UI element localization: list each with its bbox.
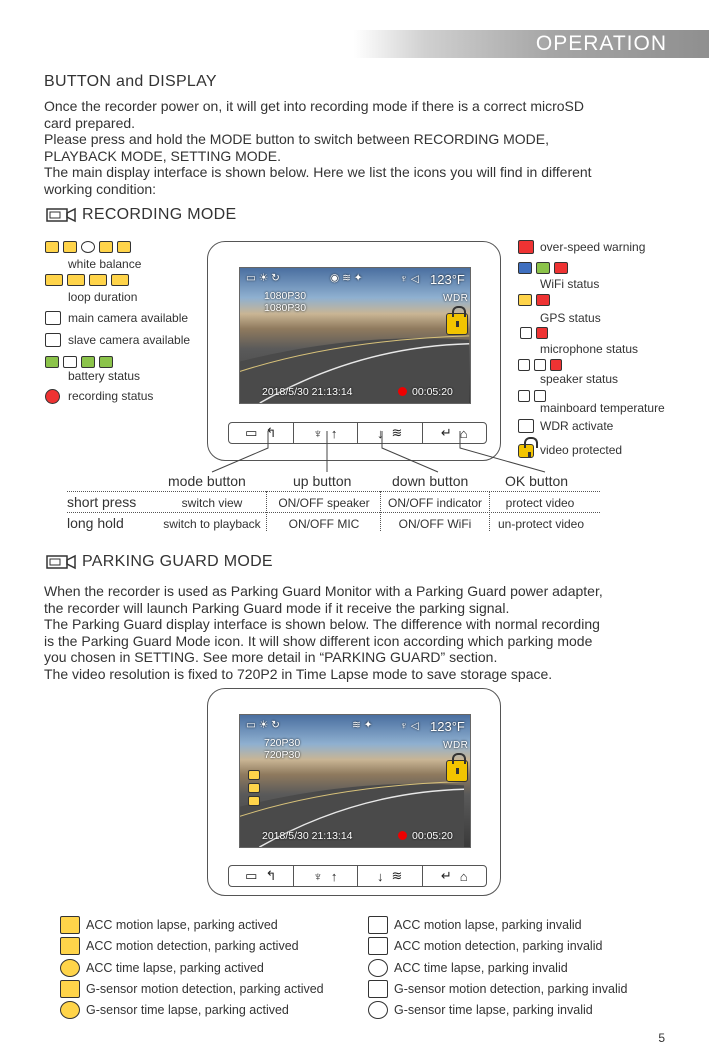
mode-arrow-icon: ↰ <box>265 868 277 883</box>
wb-auto-icon <box>45 241 59 253</box>
rec-indicator-icon <box>398 387 407 396</box>
rec-timer-value: 00:05:20 <box>412 386 453 398</box>
row-label-short-press: short press <box>67 494 137 510</box>
lock-icon <box>446 760 468 782</box>
up-button-label: up button <box>293 473 352 489</box>
battery-empty-icon <box>63 356 77 368</box>
parking-legend-label: G-sensor motion detection, parking actived <box>86 982 324 996</box>
header-bar <box>354 30 709 58</box>
header-title: OPERATION <box>535 32 667 55</box>
over-speed-icon <box>518 240 534 254</box>
acc-motion-detection-invalid-icon <box>368 937 388 955</box>
parking-legend-label: ACC motion detection, parking actived <box>86 939 299 953</box>
mode-icon: ▭ <box>245 425 258 440</box>
parking-line: the recorder will launch Parking Guard mode if it receive the parking signal. <box>44 599 510 616</box>
battery-half-icon <box>81 356 95 368</box>
parking-legend-label: G-sensor motion detection, parking invalid <box>394 982 628 996</box>
parking-legend-label: ACC time lapse, parking actived <box>86 961 264 975</box>
main-camera-icon <box>45 311 61 325</box>
lock-icon <box>446 313 468 335</box>
osd-top-icons: ▭ ☀ ↻ <box>246 719 280 731</box>
page-number: 5 <box>658 1031 665 1045</box>
intro-line: card prepared. <box>44 114 136 131</box>
microphone-status-label: microphone status <box>540 342 639 356</box>
parking-legend-item <box>60 959 264 977</box>
device-button-bar <box>228 865 487 887</box>
mainboard-temperature-label: mainboard temperature <box>540 401 665 415</box>
intro-paragraph <box>44 98 684 197</box>
wdr-icon <box>518 419 534 433</box>
recording-mode-title: RECORDING MODE <box>82 206 237 223</box>
camera-screen <box>239 714 471 848</box>
row-label-long-hold: long hold <box>67 515 124 531</box>
down-button[interactable] <box>358 423 423 443</box>
intro-line: PLAYBACK MODE, SETTING MODE. <box>44 147 282 164</box>
wifi-error-icon <box>554 262 568 274</box>
wb-cloud-icon <box>81 241 95 253</box>
up-arrow-icon: ↑ <box>330 868 338 884</box>
loop-duration-icons <box>45 274 129 286</box>
speaker-mute-icon <box>550 359 562 371</box>
rec-indicator-icon <box>398 831 407 840</box>
battery-full-icon <box>99 356 113 368</box>
parking-line: is the Parking Guard Mode icon. It will show different icon according which parking mode <box>44 632 593 649</box>
parking-line: The Parking Guard display interface is shown below. The difference with normal recording <box>44 616 600 632</box>
mode-button-label: mode button <box>168 473 246 489</box>
speaker-low-icon <box>534 359 546 371</box>
mode-icon: ▭ <box>245 868 258 883</box>
parking-lapse-icon <box>248 770 260 780</box>
gps-status-label: GPS status <box>540 311 601 325</box>
mode-button[interactable] <box>229 866 294 886</box>
temperature-readout: 123°F <box>430 719 465 734</box>
enter-icon: ↵ <box>440 425 452 440</box>
temperature-readout: 123°F <box>430 272 465 287</box>
table-cell: switch view <box>181 496 243 510</box>
white-balance-icons <box>45 241 131 253</box>
wifi-icon: ≋ <box>391 425 403 440</box>
wifi-off-icon <box>518 262 532 274</box>
down-button-label: down button <box>392 473 469 489</box>
video-protected-icon <box>518 444 534 458</box>
osd-center-icons: ≋ ✦ <box>352 719 373 731</box>
table-cell: ON/OFF MIC <box>288 517 360 531</box>
up-arrow-icon: ↑ <box>330 425 338 441</box>
mic-speaker-osd-icons: ♆ ◁ <box>400 720 419 732</box>
parking-legend-label: ACC motion lapse, parking invalid <box>394 918 582 932</box>
mode-button[interactable] <box>229 423 294 443</box>
speaker-status-label: speaker status <box>540 372 619 386</box>
rec-timer <box>398 386 453 398</box>
battery-status-label: battery status <box>68 369 141 383</box>
parking-legend-item <box>368 1001 593 1019</box>
rec-timer-value: 00:05:20 <box>412 830 453 842</box>
parking-line: When the recorder is used as Parking Guard Monitor with a Parking Guard power adapter, <box>44 583 603 599</box>
microphone-status-icons <box>520 327 548 339</box>
speaker-high-icon <box>518 359 530 371</box>
mic-off-icon <box>536 327 548 339</box>
wdr-indicator: WDR <box>443 293 469 304</box>
loop-5-icon <box>89 274 107 286</box>
parking-time-icon <box>248 783 260 793</box>
table-cell: ON/OFF speaker <box>278 496 370 510</box>
video-camera-icon <box>46 207 76 223</box>
gsensor-motion-detection-invalid-icon <box>368 980 388 998</box>
white-balance-label: white balance <box>68 257 142 271</box>
rec-timer <box>398 830 453 842</box>
parking-legend-item <box>368 916 582 934</box>
down-arrow-icon: ↓ <box>377 425 384 441</box>
parking-paragraph <box>44 583 684 682</box>
parking-legend-label: ACC time lapse, parking invalid <box>394 961 568 975</box>
table-divider <box>67 491 600 492</box>
down-button[interactable] <box>358 866 423 886</box>
ok-button[interactable] <box>423 866 487 886</box>
over-speed-label: over-speed warning <box>540 240 646 254</box>
acc-time-lapse-active-icon <box>60 959 80 977</box>
main-camera-label: main camera available <box>68 311 189 325</box>
device-button-bar <box>228 422 487 444</box>
ok-button[interactable] <box>423 423 487 443</box>
intro-line: working condition: <box>44 180 157 197</box>
wdr-indicator: WDR <box>443 740 469 751</box>
wifi-status-icons <box>518 262 568 274</box>
wb-fluorescent-icon <box>117 241 131 253</box>
dashcam-device-recording <box>207 241 501 461</box>
recording-status-label: recording status <box>68 389 154 403</box>
acc-time-lapse-invalid-icon <box>368 959 388 977</box>
parking-legend-label: ACC motion lapse, parking actived <box>86 918 278 932</box>
parking-detect-icon <box>248 796 260 806</box>
table-cell: ON/OFF indicator <box>387 496 483 510</box>
acc-motion-lapse-invalid-icon <box>368 916 388 934</box>
table-cell: switch to playback <box>163 517 261 531</box>
lock-small-icon: ⌂ <box>459 868 468 884</box>
wb-sun-icon <box>63 241 77 253</box>
table-cell: ON/OFF WiFi <box>398 517 472 531</box>
intro-line: The main display interface is shown below. Here we list the icons you will find in different <box>44 164 592 180</box>
parking-legend-item <box>60 980 324 998</box>
datetime-readout: 2018/5/30 21:13:14 <box>262 830 353 842</box>
lock-small-icon: ⌂ <box>459 425 468 441</box>
battery-charging-icon <box>45 356 59 368</box>
acc-motion-detection-active-icon <box>60 937 80 955</box>
mic-icon: ♆ <box>313 868 323 884</box>
slave-camera-icon <box>45 333 61 347</box>
gsensor-time-lapse-invalid-icon <box>368 1001 388 1019</box>
loop-3-icon <box>67 274 85 286</box>
speaker-status-icons <box>518 359 562 371</box>
osd-center-icons: ◉ ≋ ✦ <box>330 272 363 284</box>
gps-on-icon <box>518 294 532 306</box>
camera-screen <box>239 267 471 404</box>
wifi-on-icon <box>536 262 550 274</box>
parking-line: you chosen in SETTING. See more detail in “PARKING GUARD” section. <box>44 649 498 665</box>
wb-bulb-icon <box>99 241 113 253</box>
gps-off-icon <box>536 294 550 306</box>
slave-resolution: 1080P30 <box>264 302 307 314</box>
slave-resolution: 720P30 <box>264 749 301 761</box>
osd-top-icons: ▭ ☀ ↻ <box>246 272 280 284</box>
parking-line: The video resolution is fixed to 720P2 in Time Lapse mode to save storage space. <box>44 665 553 682</box>
slave-camera-label: slave camera available <box>68 333 191 347</box>
recording-dot-icon <box>45 389 60 404</box>
table-cell: un-protect video <box>497 517 585 531</box>
loop-10-icon <box>111 274 129 286</box>
wdr-activate-label: WDR activate <box>540 419 614 433</box>
mic-on-icon <box>520 327 532 339</box>
parking-legend-item <box>60 937 299 955</box>
up-button[interactable] <box>294 866 359 886</box>
video-protected-label: video protected <box>540 443 623 457</box>
celsius-icon <box>518 390 530 402</box>
table-divider <box>67 512 600 513</box>
parking-mode-title: PARKING GUARD MODE <box>82 553 273 570</box>
parking-legend-label: ACC motion detection, parking invalid <box>394 939 603 953</box>
section-title: BUTTON and DISPLAY <box>44 73 217 90</box>
parking-legend-item <box>368 937 602 955</box>
wifi-icon: ≋ <box>391 868 403 883</box>
parking-legend-item <box>368 959 568 977</box>
intro-line: Please press and hold the MODE button to switch between RECORDING MODE, <box>44 131 549 147</box>
main-resolution: 1080P30 <box>264 290 307 302</box>
video-camera-icon <box>46 554 76 570</box>
parking-legend-item <box>60 916 278 934</box>
gps-status-icons <box>518 294 550 306</box>
acc-motion-lapse-active-icon <box>60 916 80 934</box>
datetime-readout: 2018/5/30 21:13:14 <box>262 386 353 398</box>
parking-legend-label: G-sensor time lapse, parking actived <box>86 1003 289 1017</box>
gsensor-time-lapse-active-icon <box>60 1001 80 1019</box>
dashcam-device-parking <box>207 688 501 896</box>
main-resolution: 720P30 <box>264 737 301 749</box>
loop-duration-label: loop duration <box>68 290 138 304</box>
enter-icon: ↵ <box>440 868 452 883</box>
mode-arrow-icon: ↰ <box>265 425 277 440</box>
loop-1-icon <box>45 274 63 286</box>
up-button[interactable] <box>294 423 359 443</box>
battery-icons <box>45 356 113 368</box>
parking-legend-label: G-sensor time lapse, parking invalid <box>394 1003 593 1017</box>
parking-legend-item <box>60 1001 289 1019</box>
mic-icon: ♆ <box>313 425 323 441</box>
table-cell: protect video <box>505 496 575 510</box>
parking-mode-osd-icons <box>248 770 260 806</box>
intro-line: Once the recorder power on, it will get into recording mode if there is a correct microSD <box>44 98 585 114</box>
down-arrow-icon: ↓ <box>377 868 384 884</box>
wifi-status-label: WiFi status <box>540 277 600 291</box>
mic-speaker-osd-icons: ♆ ◁ <box>400 273 419 285</box>
parking-legend-item <box>368 980 627 998</box>
ok-button-label: OK button <box>505 473 569 489</box>
gsensor-motion-detection-active-icon <box>60 980 80 998</box>
